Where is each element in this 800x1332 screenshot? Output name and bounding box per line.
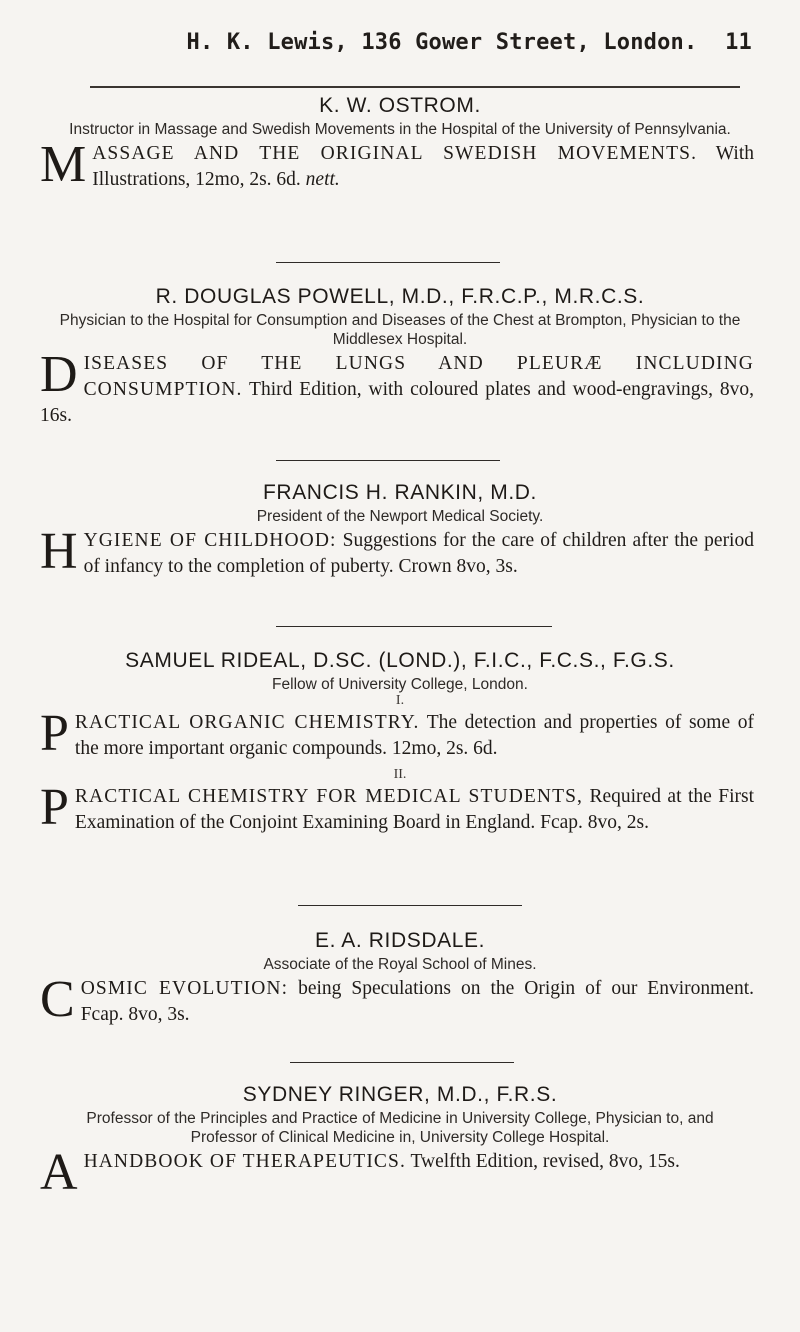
running-header bbox=[0, 30, 800, 55]
section-divider bbox=[276, 460, 500, 461]
author-affiliation: Associate of the Royal School of Mines. bbox=[263, 956, 537, 973]
book-price-note: nett. bbox=[305, 169, 340, 190]
book-details: Suggestions for the care of children after the period of infancy to the completion of puberty. Crown 8vo, 3s. bbox=[83, 530, 754, 577]
section-divider bbox=[276, 626, 552, 627]
section-divider bbox=[290, 1062, 514, 1063]
author-affiliation: Professor of the Principles and Practice of Medicine in University College, Physician to, and Professor of Clinical Medicine in, University College Hospital. bbox=[86, 1110, 714, 1146]
volume-numeral: II. bbox=[393, 767, 407, 782]
entry-powell bbox=[0, 284, 800, 429]
book-title: OSMIC EVOLUTION: bbox=[80, 978, 289, 999]
author-affiliation: Instructor in Massage and Swedish Movements in the Hospital of the University of Pennsylvania. bbox=[69, 121, 731, 138]
book-title: RACTICAL CHEMISTRY FOR MEDICAL STUDENTS, bbox=[74, 786, 584, 807]
drop-initial: D bbox=[40, 346, 78, 403]
book-title: ISEASES OF THE LUNGS AND PLEURÆ INCLUDING CONSUMPTION. bbox=[83, 353, 754, 400]
book-details: being Speculations on the Origin of our Environment. Fcap. 8vo, 3s. bbox=[80, 978, 754, 1025]
book-details: Third Edition, with coloured plates and wood-engravings, 8vo, 16s. bbox=[40, 379, 754, 426]
book-listing bbox=[40, 136, 754, 193]
book-listing bbox=[40, 1144, 754, 1201]
entry-ostrom bbox=[0, 93, 800, 193]
header-rule bbox=[90, 86, 740, 88]
drop-initial: M bbox=[40, 136, 87, 193]
volume-numeral: I. bbox=[395, 693, 405, 708]
entry-rankin bbox=[0, 480, 800, 580]
drop-initial: H bbox=[40, 523, 78, 580]
book-title: ASSAGE AND THE ORIGINAL SWEDISH MOVEMENTS. bbox=[92, 143, 698, 164]
book-listing bbox=[40, 523, 754, 580]
section-divider bbox=[298, 905, 522, 906]
author-name: E. A. RIDSDALE. bbox=[314, 929, 486, 952]
book-listing bbox=[40, 705, 754, 762]
drop-initial: A bbox=[40, 1144, 78, 1201]
section-divider bbox=[276, 262, 500, 263]
book-details: Required at the First Examination of the Conjoint Examining Board in England. Fcap. 8vo, 2s. bbox=[74, 786, 754, 833]
book-listing bbox=[40, 346, 754, 429]
book-details: The detection and properties of some of the more important organic compounds. 12mo, 2s. 6d. bbox=[74, 712, 754, 759]
book-title: YGIENE OF CHILDHOOD: bbox=[83, 530, 337, 551]
book-listing bbox=[40, 971, 754, 1028]
author-name: K. W. OSTROM. bbox=[319, 94, 481, 117]
author-name: R. DOUGLAS POWELL, M.D., F.R.C.P., M.R.C.S. bbox=[155, 285, 645, 308]
author-affiliation: President of the Newport Medical Society. bbox=[256, 508, 544, 525]
author-affiliation: Fellow of University College, London. bbox=[272, 676, 528, 693]
book-listing bbox=[40, 779, 754, 836]
author-affiliation: Physician to the Hospital for Consumption and Diseases of the Chest at Brompton, Physician to the Middlesex Hospital. bbox=[59, 312, 741, 348]
drop-initial: C bbox=[40, 971, 75, 1028]
drop-initial: P bbox=[40, 705, 69, 762]
book-details: Twelfth Edition, revised, 8vo, 15s. bbox=[405, 1151, 680, 1172]
author-name: FRANCIS H. RANKIN, M.D. bbox=[263, 481, 537, 504]
publisher-address: H. K. Lewis, 136 Gower Street, London. bbox=[186, 30, 698, 55]
author-name: SYDNEY RINGER, M.D., F.R.S. bbox=[242, 1083, 558, 1106]
entry-ringer bbox=[0, 1082, 800, 1201]
entry-ridsdale bbox=[0, 928, 800, 1028]
author-name: SAMUEL RIDEAL, D.SC. (LOND.), F.I.C., F.C.S., F.G.S. bbox=[125, 649, 675, 672]
entry-rideal bbox=[0, 648, 800, 836]
book-title: RACTICAL ORGANIC CHEMISTRY. bbox=[74, 712, 420, 733]
page-number: 11 bbox=[725, 30, 752, 55]
book-details: With Illustrations, 12mo, 2s. 6d. bbox=[92, 143, 754, 190]
drop-initial: P bbox=[40, 779, 69, 836]
book-title: HANDBOOK OF THERAPEUTICS. bbox=[83, 1151, 406, 1172]
